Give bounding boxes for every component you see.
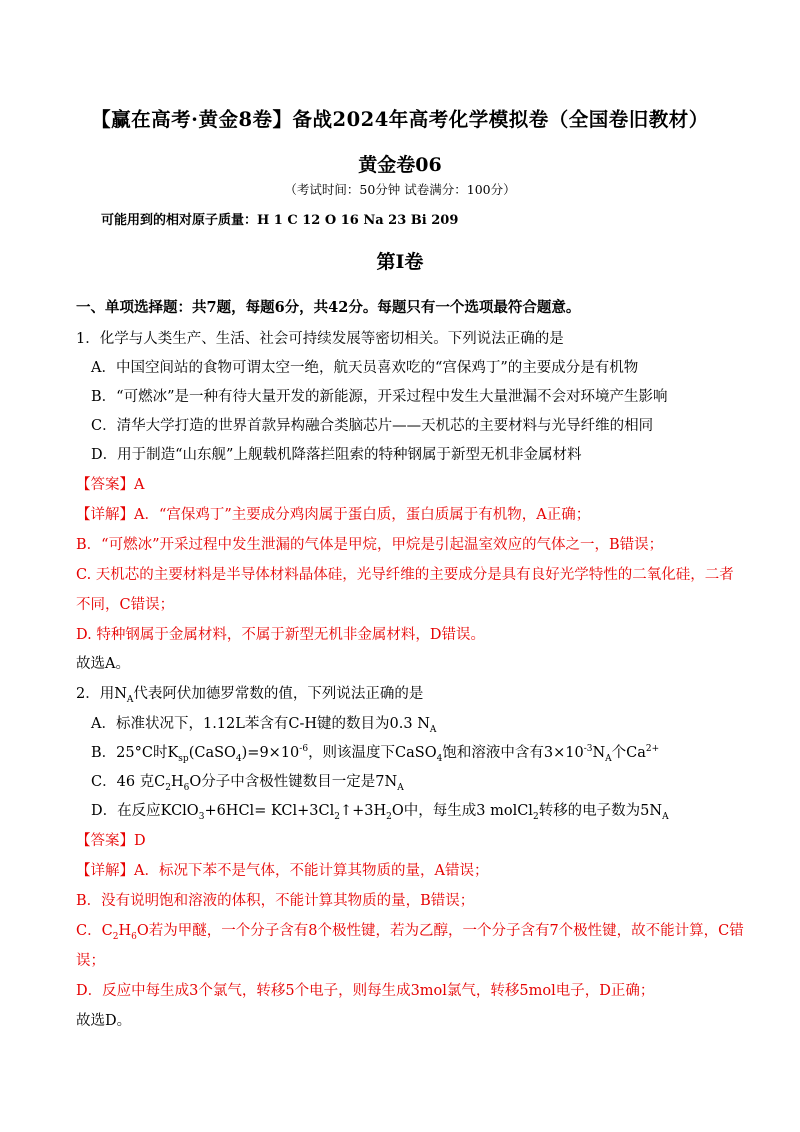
atomic-masses: 可能用到的相对原子质量：H 1 C 12 O 16 Na 23 Bi 209	[101, 213, 459, 228]
q1-explanation-d: D. 特种钢属于金属材料，不属于新型无机非金属材料，D错误。	[76, 627, 485, 643]
q2-explanation-c: C．$C_2H_6O$若为甲醚，一个分子含有8个极性键，若为乙醇，一个分子含有7个极性键，故不能计算，C错	[76, 923, 744, 942]
exam-info: （考试时间：50分钟 试卷满分：100分）	[284, 182, 516, 197]
q1-explanation-c: C. 天机芯的主要材料是半导体材料晶体硅，光导纤维的主要成分是具有良好光学特性的二氧化硅，二者	[76, 567, 734, 583]
q2-answer: 【答案】D	[76, 833, 146, 849]
q2-option-c: C．46 克$C_2H_6O$分子中含极性键数目一定是$7N_A$	[91, 774, 404, 793]
q1-answer: 【答案】A	[76, 477, 145, 493]
q2-explanation-b: B．没有说明饱和溶液的体积，不能计算其物质的量，B错误；	[76, 893, 475, 909]
q1-explanation-a: 【详解】A．“宫保鸡丁”主要成分鸡肉属于蛋白质，蛋白质属于有机物，A正确；	[76, 507, 591, 523]
q2-explanation-a: 【详解】A．标况下苯不是气体，不能计算其物质的量，A错误；	[76, 863, 489, 879]
q2-option-a: A．标准状况下，1.12L苯含有C-H键的数目为0.3 $N_A$	[91, 716, 437, 735]
q2-explanation-c-cont: 误；	[76, 953, 105, 969]
q2-option-d: D．在反应KClO$_3$+6HCl= $KCl+3Cl_2↑+3H_2O$中，每生成3 molCl$_2$转移的电子数为$5N_A$	[91, 803, 669, 822]
paper-subtitle: 黄金卷06	[358, 154, 442, 176]
q2-stem: 2．用$N_A$代表阿伏加德罗常数的值，下列说法正确的是	[76, 686, 424, 705]
section-heading: 一、单项选择题：共7题，每题6分，共42分。每题只有一个选项最符合题意。	[76, 299, 581, 316]
page-title: 【赢在高考·黄金8卷】备战2024年高考化学模拟卷（全国卷旧教材）	[91, 108, 709, 131]
q2-conclusion: 故选D。	[76, 1013, 132, 1029]
q1-option-a: A．中国空间站的食物可谓太空一绝，航天员喜欢吃的“宫保鸡丁”的主要成分是有机物	[91, 360, 639, 376]
volume-heading: 第Ⅰ卷	[376, 251, 424, 273]
q1-option-c: C．清华大学打造的世界首款异构融合类脑芯片——天机芯的主要材料与光导纤维的相同	[91, 418, 654, 434]
q1-explanation-b: B．“可燃冰”开采过程中发生泄漏的气体是甲烷，甲烷是引起温室效应的气体之一，B错误；	[76, 537, 664, 553]
q1-stem: 1．化学与人类生产、生活、社会可持续发展等密切相关。下列说法正确的是	[76, 331, 564, 347]
q1-option-b: B．“可燃冰”是一种有待大量开发的新能源，开采过程中发生大量泄漏不会对环境产生影响	[91, 389, 668, 405]
q2-option-b: B．25°C时$K_{sp}(CaSO_4)=9\times 10^{-6}$，则该温度下CaSO$_4$饱和溶液中含有$3\times 10^{-3}N_A$个$Ca^{2+}$	[91, 744, 660, 764]
q2-explanation-d: D．反应中每生成3个氯气，转移5个电子，则每生成3mol氯气，转移5mol电子，D正确；	[76, 983, 655, 999]
q1-option-d: D．用于制造“山东舰”上舰载机降落拦阻索的特种钢属于新型无机非金属材料	[91, 447, 582, 463]
q1-explanation-c-cont: 不同，C错误；	[76, 597, 175, 613]
q1-conclusion: 故选A。	[76, 656, 130, 672]
